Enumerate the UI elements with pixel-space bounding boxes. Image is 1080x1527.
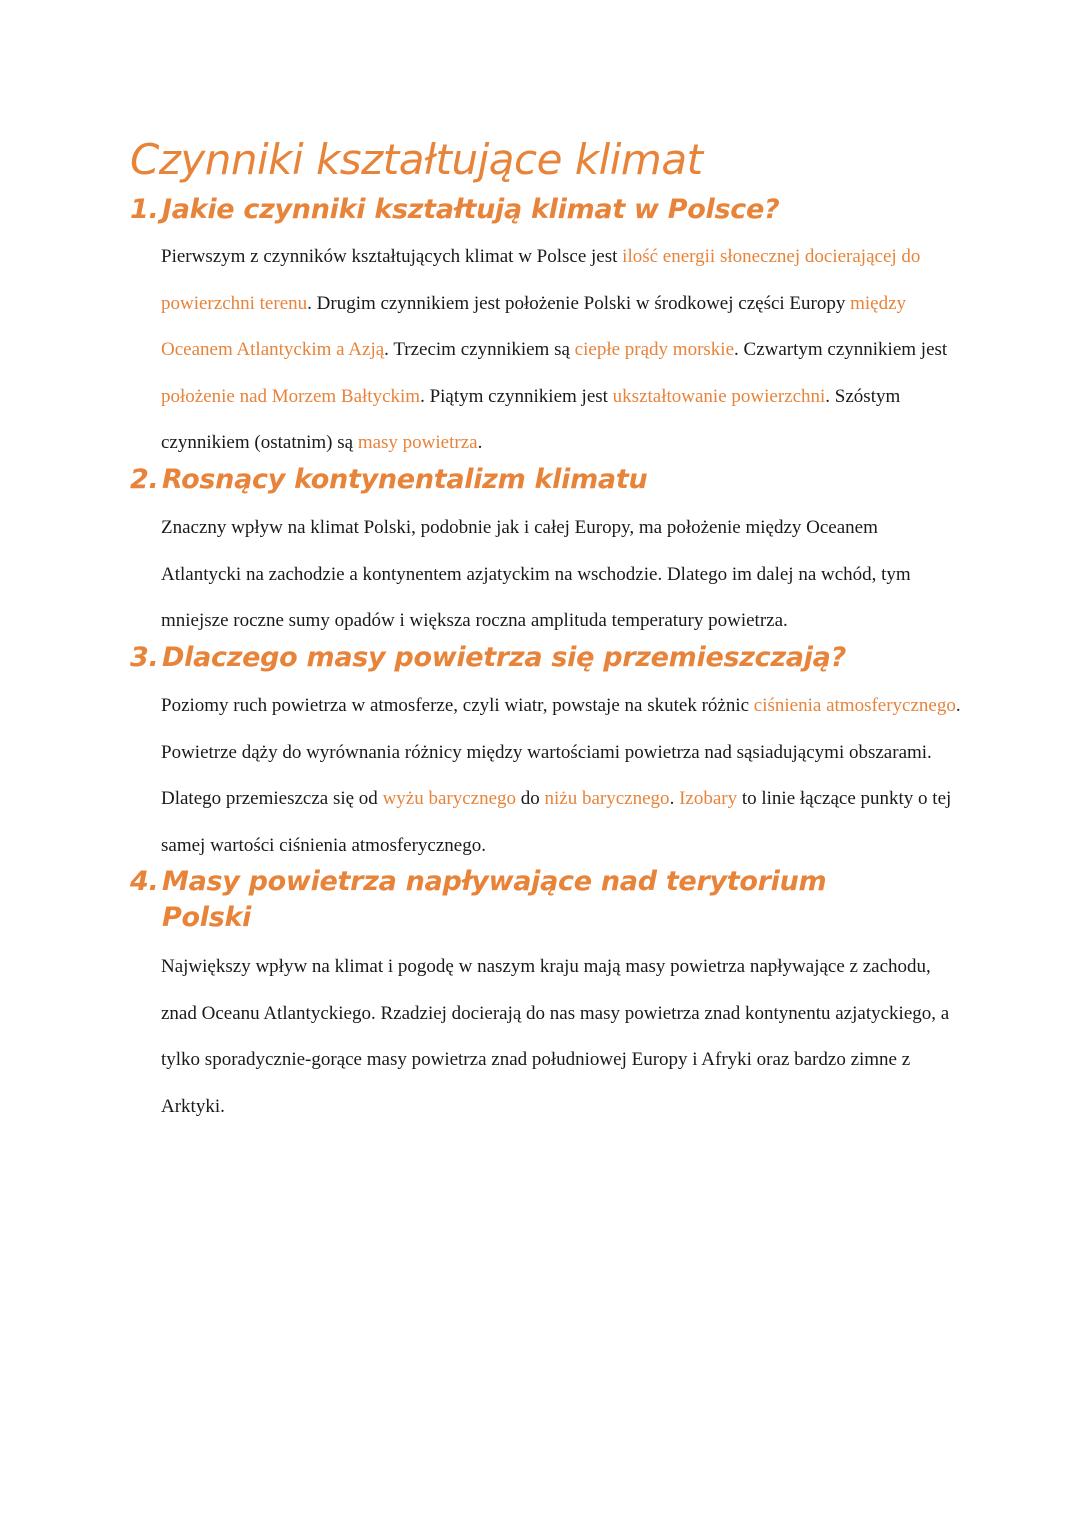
paragraph-text: do (516, 788, 545, 809)
paragraph-text: Poziomy ruch powietrza w atmosferze, czyli wiatr, powstaje na skutek różnic (161, 695, 754, 716)
highlighted-term: ilość energii słonecznej docierającej do powierzchni terenu (161, 246, 921, 314)
section-heading-text: Masy powietrza napływające nad terytorium (162, 866, 827, 897)
highlighted-term: Izobary (679, 788, 738, 809)
section-heading-text-continued: Polski (162, 902, 252, 933)
paragraph-text: . Piątym czynnikiem jest (420, 385, 613, 407)
highlighted-term: wyżu barycznego (382, 788, 517, 809)
paragraph-text: . Powietrze dąży do wyrównania różnicy między wartościami powietrza nad sąsiadującymi obszarami. Dlatego przemieszcza się od (161, 695, 961, 809)
paragraph-text: Znaczny wpływ na klimat Polski, podobnie jak i całej Europy, ma położenie między Oceanem Atlantycki na zachodzie a kontynentem azjatyckim na wschodzie. Dlatego im dalej na wchód, tym mniejsze roczne sumy opadów i większa roczna amplituda temperatury powietrza. (161, 517, 911, 631)
highlighted-term: niżu barycznego (544, 788, 670, 809)
paragraph-text: Pierwszym z czynników kształtujących klimat w Polsce jest (161, 246, 623, 267)
section-paragraph-3 (161, 683, 961, 869)
paragraph-text: . Trzecim czynnikiem są (384, 339, 575, 360)
paragraph-text: . (669, 788, 680, 809)
section-number: 4. (130, 866, 159, 897)
paragraph-text: to linie łączące punkty o tej samej wartości ciśnienia atmosferycznego. (161, 788, 952, 856)
paragraph-text: . (477, 432, 483, 453)
section-number: 1. (130, 194, 159, 225)
section-number: 3. (130, 642, 159, 673)
section-heading-4 (130, 864, 910, 936)
highlighted-term: między Oceanem Atlantyckim a Azją (161, 292, 907, 360)
section-number: 2. (130, 464, 159, 495)
paragraph-text: . Czwartym czynnikiem jest (734, 339, 948, 360)
section-heading-text: Dlaczego masy powietrza się przemieszczają? (162, 642, 846, 673)
highlighted-term: masy powietrza (357, 432, 478, 453)
paragraph-text: Największy wpływ na klimat i pogodę w naszym kraju mają masy powietrza napływające z zachodu, znad Oceanu Atlantyckiego. Rzadziej docierają do nas masy powietrza znad kontynentu azjatyckiego, a tylko sporadycznie-gorące masy powietrza znad południowej Europy i Afryki oraz bardzo zimne z Arktyki. (161, 956, 950, 1117)
section-paragraph-2 (161, 505, 961, 645)
highlighted-term: położenie nad Morzem Bałtyckim (161, 385, 421, 407)
paragraph-text: . Szóstym czynnikiem (ostatnim) są (161, 385, 901, 453)
highlighted-term: ciepłe prądy morskie (574, 339, 735, 360)
highlighted-term: ciśnienia atmosferycznego (753, 695, 956, 716)
section-heading-text: Rosnący kontynentalizm klimatu (162, 464, 648, 495)
paragraph-text: . Drugim czynnikiem jest położenie Polski w środkowej części Europy (307, 292, 851, 314)
section-paragraph-1 (161, 234, 961, 467)
section-heading-3 (130, 640, 846, 676)
section-paragraph-4 (161, 944, 961, 1130)
section-heading-text: Jakie czynniki kształtują klimat w Polsce? (162, 194, 780, 225)
section-heading-2 (130, 462, 647, 498)
highlighted-term: ukształtowanie powierzchni (612, 385, 826, 407)
page-title: Czynniki kształtujące klimat (130, 135, 703, 184)
section-heading-1 (130, 192, 779, 228)
